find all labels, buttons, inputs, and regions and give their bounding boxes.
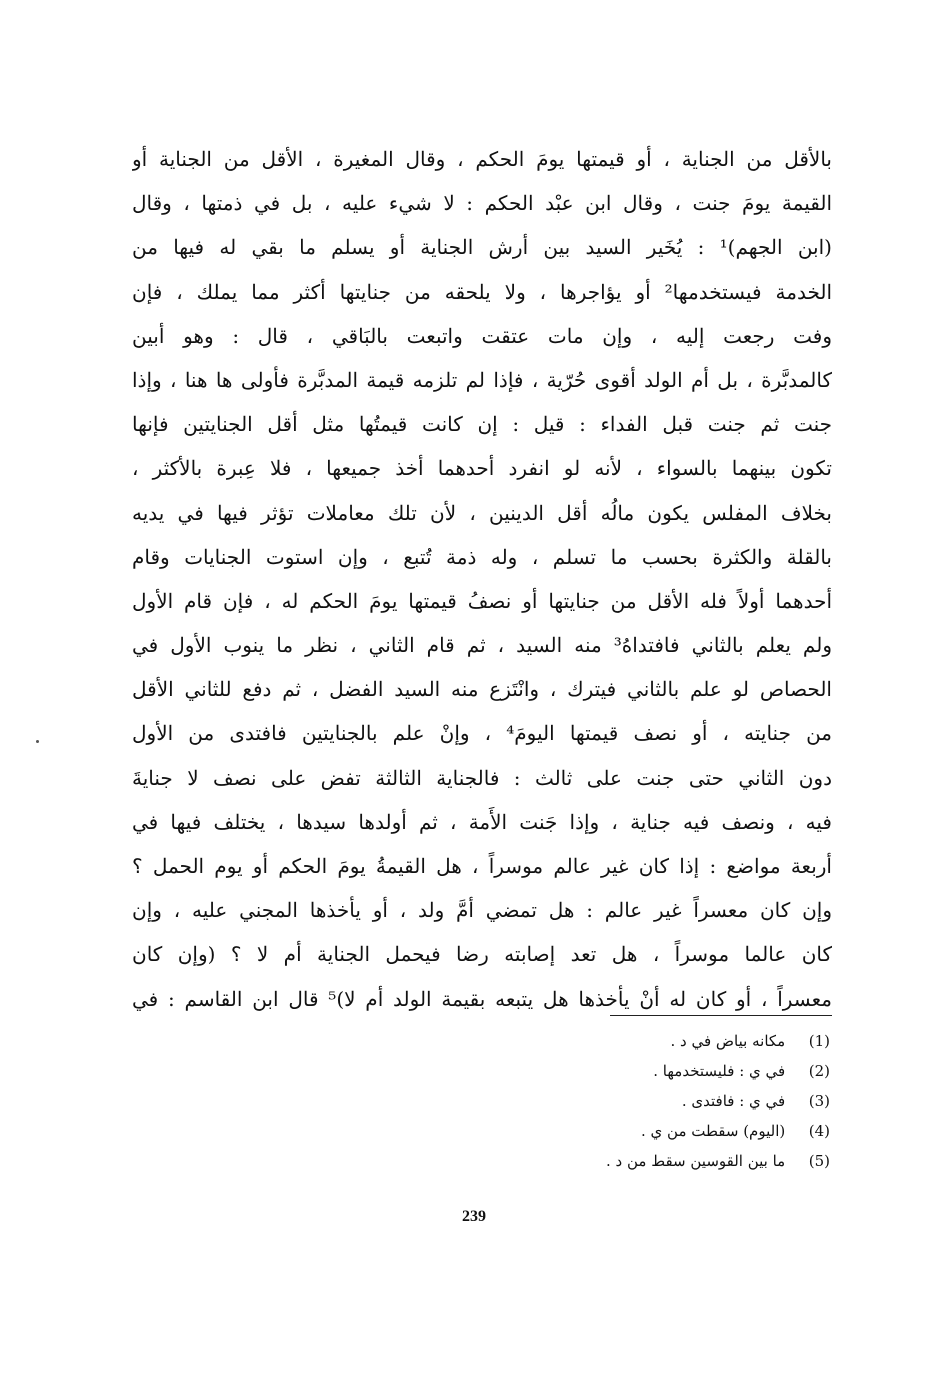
footnote-item	[430, 1116, 830, 1146]
main-text-block	[132, 137, 832, 1021]
footnote-text: (اليوم) سقطت من ي .	[640, 1122, 786, 1140]
text-line: من جنايته ، أو نصف قيمتها اليومَ⁴ ، وإنْ علم بالجنايتين فافتدى من الأول	[132, 721, 832, 746]
text-line: معسراً ، أو كان له أنْ يأخذها هل يتبعه بقيمة الولد أم لا)⁵ قال ابن القاسم : في	[132, 986, 832, 1011]
footnote-item	[430, 1026, 830, 1056]
scan-speck	[36, 740, 39, 743]
footnote-number: (1)	[808, 1032, 830, 1050]
text-line: كالمدبَّرة ، بل أم الولد أقوى حُرّية ، فإذا لم تلزمه قيمة المدبَّرة فأولى ها هنا ، وإذا	[132, 367, 832, 392]
text-line: (ابن الجهم)¹ : يُخَير السيد بين أرش الجناية أو يسلم ما بقي له فيها من	[132, 235, 832, 260]
text-line: فيه ، ونصف فيه جناية ، وإذا جَنت الأَمة ، ثم أولدها سيدها ، يختلف فيها في	[132, 809, 832, 834]
text-line: الحصاص لو علم بالثاني فيترك ، وانْتَزع منه السيد الفضل ، ثم دفع للثاني الأقل	[132, 677, 832, 702]
text-line: كان عالما موسراً ، هل تعد إصابته رضا فيحمل الجناية أم لا ؟ (وإن كان	[132, 942, 832, 967]
footnotes-block	[430, 1026, 830, 1176]
footnote-separator	[610, 1015, 832, 1016]
footnote-item	[430, 1146, 830, 1176]
page-number: 239	[462, 1208, 486, 1225]
footnote-text: في ي : فافتدى .	[681, 1092, 786, 1110]
footnote-item	[430, 1056, 830, 1086]
text-line: بالقلة والكثرة بحسب ما تسلم ، وله ذمة تُتبع ، وإن استوت الجنايات وقام	[132, 544, 832, 569]
footnote-number: (4)	[808, 1122, 830, 1140]
text-line: الخدمة فيستخدمها² أو يؤاجرها ، ولا يلحقه من جنايتها أكثر مما يملك ، فإن	[132, 279, 832, 304]
text-line: وإن كان معسراً غير عالم : هل تمضي أمَّ ولد ، أو يأخذها المجني عليه ، وإن	[132, 898, 832, 923]
text-line: أحدهما أولاً فله الأقل من جنايتها أو نصفُ قيمتها يومَ الحكم له ، فإن قام الأول	[132, 588, 832, 613]
footnote-item	[430, 1086, 830, 1116]
text-line: القيمة يومَ جنت ، وقال ابن عبْد الحكم : لا شيء عليه ، بل في ذمتها ، وقال	[132, 191, 832, 216]
footnote-number: (3)	[808, 1092, 830, 1110]
text-line: أربعة مواضع : إذا كان غير عالم موسراً ، هل القيمةُ يومَ الحكم أو يوم الحمل ؟	[132, 854, 832, 878]
footnote-text: ما بين القوسين سقط من د .	[606, 1152, 786, 1170]
footnote-text: في ي : فليستخدمها .	[653, 1062, 786, 1080]
text-line: جنت ثم جنت قبل الفداء : قيل : إن كانت قيمتُها مثل أقل الجنايتين فإنها	[132, 412, 832, 437]
footnote-text: مكانه بياض في د .	[670, 1032, 786, 1050]
text-line: دون الثاني حتى جنت على ثالث : فالجناية الثالثة تفض على نصف لا جنايةَ	[132, 765, 832, 790]
text-line: بالأقل من الجناية ، أو قيمتها يومَ الحكم ، وقال المغيرة ، الأقل من الجناية أو	[132, 147, 832, 171]
text-line: ولم يعلم بالثاني فافتداهُ³ منه السيد ، ثم قام الثاني ، نظر ما ينوب الأول في	[132, 633, 832, 658]
text-line: بخلاف المفلس يكون مالُه أقل الدينين ، لأن تلك معاملات تؤثر فيها في يديه	[132, 500, 832, 525]
footnote-number: (5)	[808, 1152, 830, 1170]
text-line: تكون بينهما بالسواء ، لأنه لو انفرد أحدهما أخذ جميعها ، فلا عِبرة بالأكثر ،	[132, 456, 832, 481]
footnote-number: (2)	[808, 1062, 830, 1080]
text-line: وفت رجعت إليه ، وإن مات عتقت واتبعت بالبَاقي ، قال : وهو أبين	[132, 323, 832, 348]
